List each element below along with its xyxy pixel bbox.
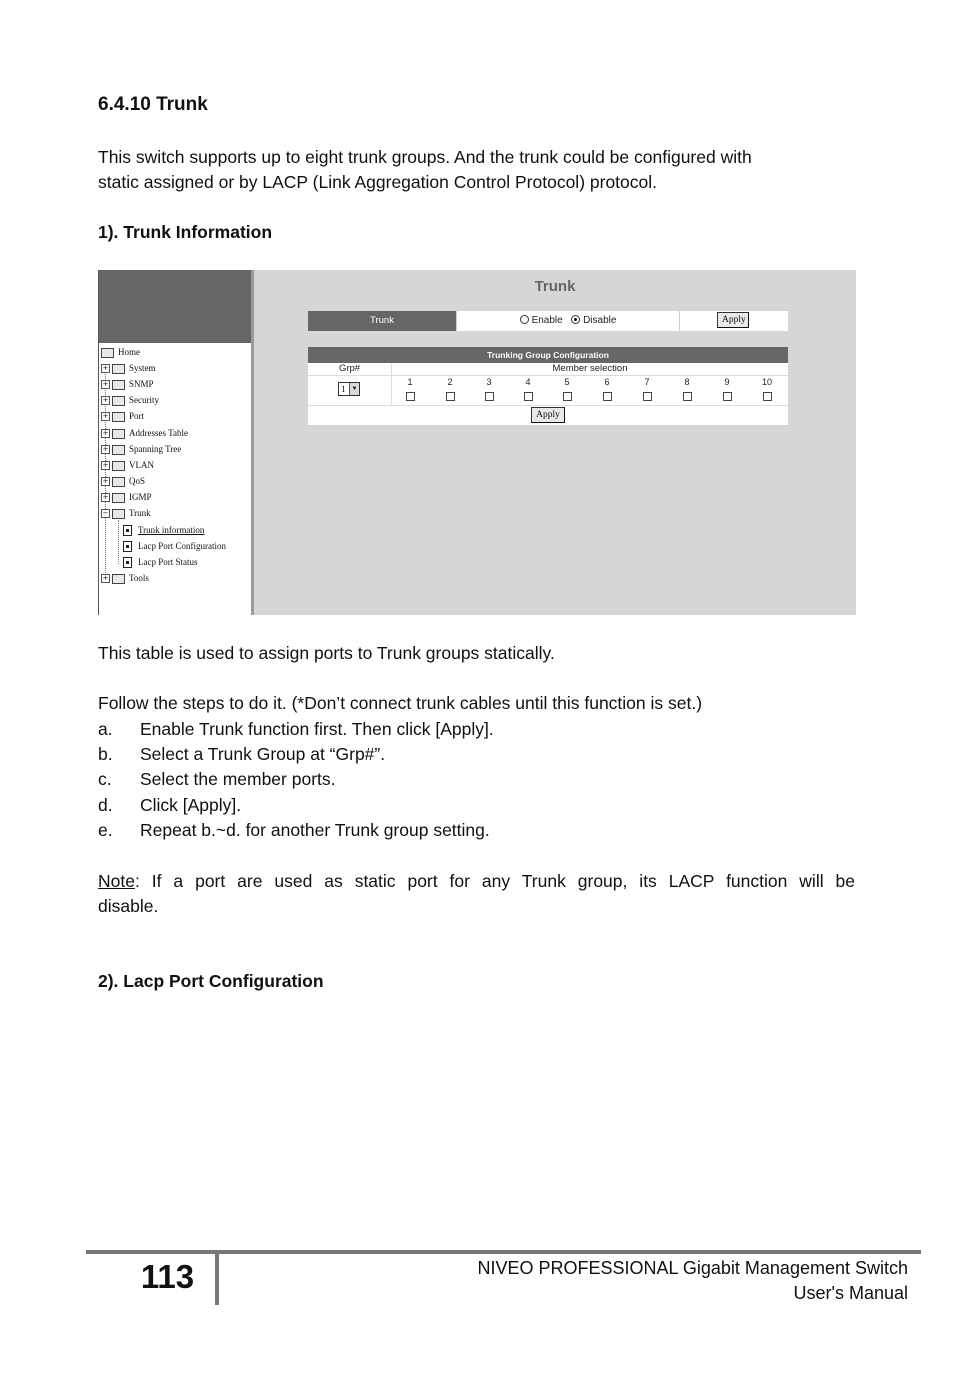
port-checkbox[interactable] bbox=[524, 392, 533, 401]
port-checkbox[interactable] bbox=[603, 392, 612, 401]
list-item bbox=[98, 767, 336, 792]
port-number: 1 bbox=[407, 377, 413, 387]
footer-rule bbox=[86, 1250, 921, 1254]
trunk-screenshot bbox=[98, 270, 856, 615]
nav-item-qos[interactable]: + QoS bbox=[102, 476, 146, 486]
list-letter: e. bbox=[98, 820, 113, 840]
list-item bbox=[98, 793, 241, 818]
expand-plus-icon[interactable]: + bbox=[102, 412, 109, 421]
folder-icon bbox=[112, 396, 125, 406]
list-item bbox=[98, 742, 385, 767]
disable-label: Disable bbox=[583, 315, 617, 326]
port-number: 3 bbox=[486, 377, 492, 387]
nav-item-vlan[interactable]: + VLAN bbox=[102, 460, 154, 470]
folder-icon bbox=[112, 477, 125, 487]
subsection-title-lacp-port-configuration: 2). Lacp Port Configuration bbox=[98, 971, 324, 991]
footer-product-name: NIVEO PROFESSIONAL Gigabit Management Switch bbox=[477, 1258, 908, 1278]
port-number: 4 bbox=[525, 377, 531, 387]
list-text: Select a Trunk Group at “Grp#”. bbox=[140, 744, 386, 764]
steps-intro: Follow the steps to do it. (*Don’t connect trunk cables until this function is set.) bbox=[98, 693, 703, 713]
page-icon bbox=[123, 525, 132, 536]
nav-item-tools[interactable]: + Tools bbox=[102, 573, 149, 583]
expand-plus-icon[interactable]: + bbox=[102, 364, 109, 373]
footer-divider bbox=[215, 1254, 219, 1305]
port-number: 6 bbox=[604, 377, 610, 387]
note-label: Note bbox=[98, 871, 135, 891]
nav-banner bbox=[99, 270, 252, 343]
subsection-title-trunk-information: 1). Trunk Information bbox=[98, 222, 273, 242]
port-checkbox[interactable] bbox=[723, 392, 732, 401]
collapse-minus-icon[interactable]: − bbox=[102, 509, 109, 518]
port-number: 10 bbox=[761, 377, 772, 387]
intro-line-2: static assigned or by LACP (Link Aggregation Control Protocol) protocol. bbox=[98, 172, 658, 192]
folder-icon bbox=[112, 364, 125, 374]
apply-button[interactable]: Apply bbox=[717, 312, 749, 328]
trunk-radio-group bbox=[456, 311, 680, 331]
nav-tree bbox=[98, 270, 251, 615]
config-apply-button[interactable]: Apply bbox=[531, 407, 565, 423]
folder-icon bbox=[112, 493, 125, 503]
expand-plus-icon[interactable]: + bbox=[102, 574, 109, 583]
expand-plus-icon[interactable]: + bbox=[102, 429, 109, 438]
note-text: : If a port are used as static port for any Trunk group, its LACP function will be disable. bbox=[98, 871, 860, 916]
expand-plus-icon[interactable]: + bbox=[102, 445, 109, 454]
port-checkbox[interactable] bbox=[683, 392, 692, 401]
intro-line-1: This switch supports up to eight trunk groups. And the trunk could be configured with bbox=[98, 147, 752, 167]
page-number: 113 bbox=[140, 1258, 195, 1295]
grp-select-value: 1 bbox=[341, 384, 346, 394]
nav-item-snmp[interactable]: + SNMP bbox=[102, 379, 154, 389]
port-checkbox[interactable] bbox=[446, 392, 455, 401]
trunking-config-header: Trunking Group Configuration bbox=[308, 347, 788, 363]
list-letter: a. bbox=[98, 719, 113, 739]
list-text: Select the member ports. bbox=[140, 769, 336, 789]
page-icon bbox=[123, 557, 132, 568]
grp-select[interactable] bbox=[338, 382, 360, 396]
folder-icon bbox=[112, 380, 125, 390]
folder-icon bbox=[112, 574, 125, 584]
list-letter: b. bbox=[98, 744, 113, 764]
port-number: 7 bbox=[644, 377, 650, 387]
list-item bbox=[98, 818, 490, 843]
page-icon bbox=[123, 541, 132, 552]
footer-manual-label: User's Manual bbox=[793, 1283, 908, 1303]
page-title: Trunk bbox=[534, 278, 576, 295]
frame-divider[interactable] bbox=[251, 270, 254, 615]
port-number: 9 bbox=[724, 377, 730, 387]
intro-paragraph bbox=[98, 145, 752, 195]
port-checkbox[interactable] bbox=[485, 392, 494, 401]
nav-item-security[interactable]: + Security bbox=[102, 395, 159, 405]
nav-item-home[interactable]: Home bbox=[101, 346, 140, 358]
expand-plus-icon[interactable]: + bbox=[102, 380, 109, 389]
folder-icon bbox=[112, 445, 125, 455]
footer-text bbox=[478, 1256, 909, 1306]
nav-item-igmp[interactable]: + IGMP bbox=[102, 492, 152, 502]
nav-item-port[interactable]: + Port bbox=[102, 411, 145, 421]
folder-icon bbox=[112, 461, 125, 471]
list-letter: c. bbox=[98, 769, 112, 789]
port-checkbox[interactable] bbox=[406, 392, 415, 401]
folder-open-icon bbox=[112, 509, 125, 519]
port-checkbox[interactable] bbox=[643, 392, 652, 401]
trunk-label: Trunk bbox=[308, 311, 456, 331]
folder-icon bbox=[112, 412, 125, 422]
list-text: Repeat b.~d. for another Trunk group setting. bbox=[140, 820, 490, 840]
enable-radio[interactable] bbox=[520, 315, 529, 324]
nav-item-spanning-tree[interactable]: + Spanning Tree bbox=[102, 444, 182, 454]
port-number: 2 bbox=[447, 377, 453, 387]
folder-open-icon bbox=[101, 348, 114, 358]
expand-plus-icon[interactable]: + bbox=[102, 396, 109, 405]
disable-radio[interactable] bbox=[571, 315, 580, 324]
dropdown-arrow-icon[interactable]: ▼ bbox=[349, 383, 359, 395]
nav-item-trunk-information[interactable]: Trunk information bbox=[123, 524, 204, 536]
nav-item-lacp-port-configuration[interactable]: Lacp Port Configuration bbox=[123, 540, 226, 552]
expand-plus-icon[interactable]: + bbox=[102, 477, 109, 486]
grp-column bbox=[308, 363, 392, 405]
list-letter: d. bbox=[98, 795, 113, 815]
port-number: 5 bbox=[564, 377, 570, 387]
config-apply-row bbox=[308, 405, 788, 426]
trunk-enable-row bbox=[308, 311, 788, 331]
trunking-config-table bbox=[308, 363, 788, 425]
list-text: Click [Apply]. bbox=[140, 795, 242, 815]
port-number: 8 bbox=[684, 377, 690, 387]
folder-icon bbox=[112, 429, 125, 439]
port-checkbox[interactable] bbox=[563, 392, 572, 401]
grp-label: Grp# bbox=[308, 363, 391, 376]
nav-item-trunk[interactable]: − Trunk bbox=[102, 508, 151, 518]
table-description: This table is used to assign ports to Trunk groups statically. bbox=[98, 643, 555, 663]
port-checkbox[interactable] bbox=[763, 392, 772, 401]
list-text: Enable Trunk function first. Then click [Apply]. bbox=[140, 719, 494, 739]
list-item bbox=[98, 717, 494, 742]
note-paragraph bbox=[98, 869, 860, 919]
section-title: 6.4.10 Trunk bbox=[98, 94, 208, 115]
expand-plus-icon[interactable]: + bbox=[102, 461, 109, 470]
member-selection-label: Member selection bbox=[392, 363, 788, 376]
enable-label: Enable bbox=[531, 315, 563, 326]
nav-item-lacp-port-status[interactable]: Lacp Port Status bbox=[123, 556, 198, 568]
nav-item-system[interactable]: + System bbox=[102, 363, 156, 373]
nav-item-addresses-table[interactable]: + Addresses Table bbox=[102, 428, 188, 438]
expand-plus-icon[interactable]: + bbox=[102, 493, 109, 502]
